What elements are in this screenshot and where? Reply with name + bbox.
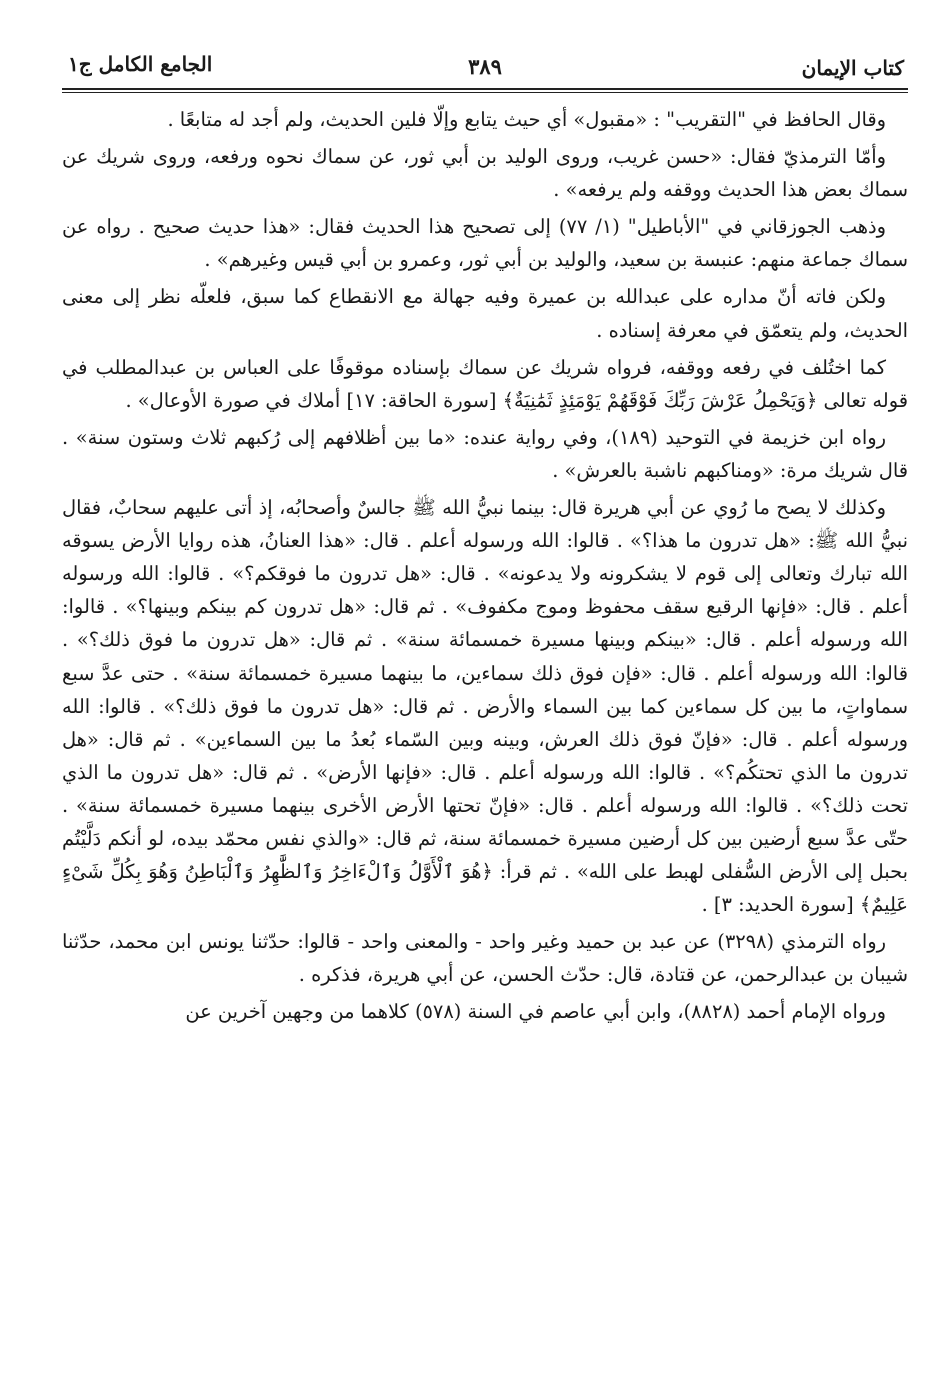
body-text [62,103,908,1029]
paragraph: وذهب الجوزقاني في "الأباطيل" (١/ ٧٧) إلى تصحيح هذا الحديث فقال: «هذا حديث صحيح . رواه عن سماك جماعة منهم: عنبسة بن سعيد، والوليد بن أبي ثور، وعمرو بن أبي قيس وغيرهم» . [62,215,908,272]
book-page [62,48,908,1033]
paragraph: وأمّا الترمذيّ فقال: «حسن غريب، وروى الوليد بن أبي ثور، عن سماك نحوه ورفعه، وروى شريك عن سماك بعض هذا الحديث ووقفه ولم يرفعه» . [62,145,908,202]
paragraph: ولكن فاته أنّ مداره على عبدالله بن عميرة وفيه جهالة مع الانقطاع كما سبق، فلعلّه نظر إلى معنى الحديث، ولم يتعمّق في معرفة إسناده . [62,285,908,342]
header-rule [62,88,908,93]
paragraph: ورواه الإمام أحمد (٨٨٢٨)، وابن أبي عاصم في السنة (٥٧٨) كلاهما من وجهين آخرين عن [185,1000,886,1024]
running-header [62,48,908,88]
paragraph: رواه ابن خزيمة في التوحيد (١٨٩)، وفي رواية عنده: «ما بين أظلافهم إلى رُكبهم ثلاث وستون سنة» . قال شريك مرة: «ومناكبهم ناشبة بالعرش» . [62,425,908,482]
paragraph: وقال الحافظ في "التقريب" : «مقبول» أي حيث يتابع وإلّا فلين الحديث، ولم أجد له متابعًا . [167,108,886,131]
paragraph: كما اختُلف في رفعه ووقفه، فرواه شريك عن سماك بإسناده موقوفًا على العباس بن عبدالمطلب في قوله تعالى ﴿وَيَحْمِلُ عَرْشَ رَبِّكَ فَوْقَهُمْ يَوْمَئِذٍ ثَمَٰنِيَةٌ﴾ [سورة الحاقة: ١٧] أملاك في صورة الأوعال» . [62,355,908,412]
book-title: الجامع الكامل ج١ [68,52,213,76]
paragraph: رواه الترمذي (٣٢٩٨) عن عبد بن حميد وغير واحد - والمعنى واحد - قالوا: حدّثنا يونس ابن محمد، حدّثنا شيبان بن عبدالرحمن، عن قتادة، قال: حدّث الحسن، عن أبي هريرة، فذكره . [62,930,908,987]
page-number: ٣٨٩ [468,54,502,79]
section-title: كتاب الإيمان [801,56,904,80]
paragraph: وكذلك لا يصح ما رُوي عن أبي هريرة قال: بينما نبيُّ الله ﷺ جالسٌ وأصحابُه، إذ أتى عليهم سحابٌ، فقال نبيُّ الله ﷺ: «هل تدرون ما هذا؟» . قالوا: الله ورسوله أعلم . قال: «هذا العنانُ، هذه روايا الأرض يسوقه الله تبارك وتعالى إلى قوم لا يشكرونه ولا يدعونه» . قال: «هل تدرون ما فوقكم؟» . قالوا: الله ورسوله أعلم . قال: «فإنها الرقيع سقف محفوظ وموج مكفوف» . ثم قال: «هل تدرون كم بينكم وبينها؟» . قالوا: الله ورسوله أعلم . قال: «بينكم وبينها مسيرة خمسمائة سنة» . ثم قال: «هل تدرون ما فوق ذلك؟» . قالوا: الله ورسوله أعلم . قال: «فإن فوق ذلك سماءين، ما بينهما مسيرة خمسمائة سنة» . حتى عدَّ سبع سماواتٍ، ما بين كل سماءين كما بين السماء والأرض . ثم قال: «هل تدرون ما فوق ذلك؟» . قالوا: الله ورسوله أعلم . قال: «فإنّ فوق ذلك العرش، وبينه وبين السّماء بُعدُ ما بين السماءين» . ثم قال: «هل تدرون ما الذي تحتكُم؟» . قالوا: الله ورسوله أعلم . قال: «فإنها الأرض» . ثم قال: «هل تدرون ما الذي تحت ذلك؟» . قالوا: الله ورسوله أعلم . قال: «فإنّ تحتها الأرض الأخرى بينهما مسيرة خمسمائة سنة» . حتّى عدَّ سبع أرضين بين كل أرضين مسيرة خمسمائة سنة، ثم قال: «والذي نفس محمّد بيده، لو أنكم دَلَّيْتُم بحبل إلى الأرض السُّفلى لهبط على الله» . ثم قرأ: ﴿هُوَ ٱلْأَوَّلُ وَٱلْءَاخِرُ وَٱلظَّٰهِرُ وَٱلْبَاطِنُ وَهُوَ بِكُلِّ شَىْءٍ عَلِيمٌ﴾ [سورة الحديد: ٣] . [62,496,908,917]
